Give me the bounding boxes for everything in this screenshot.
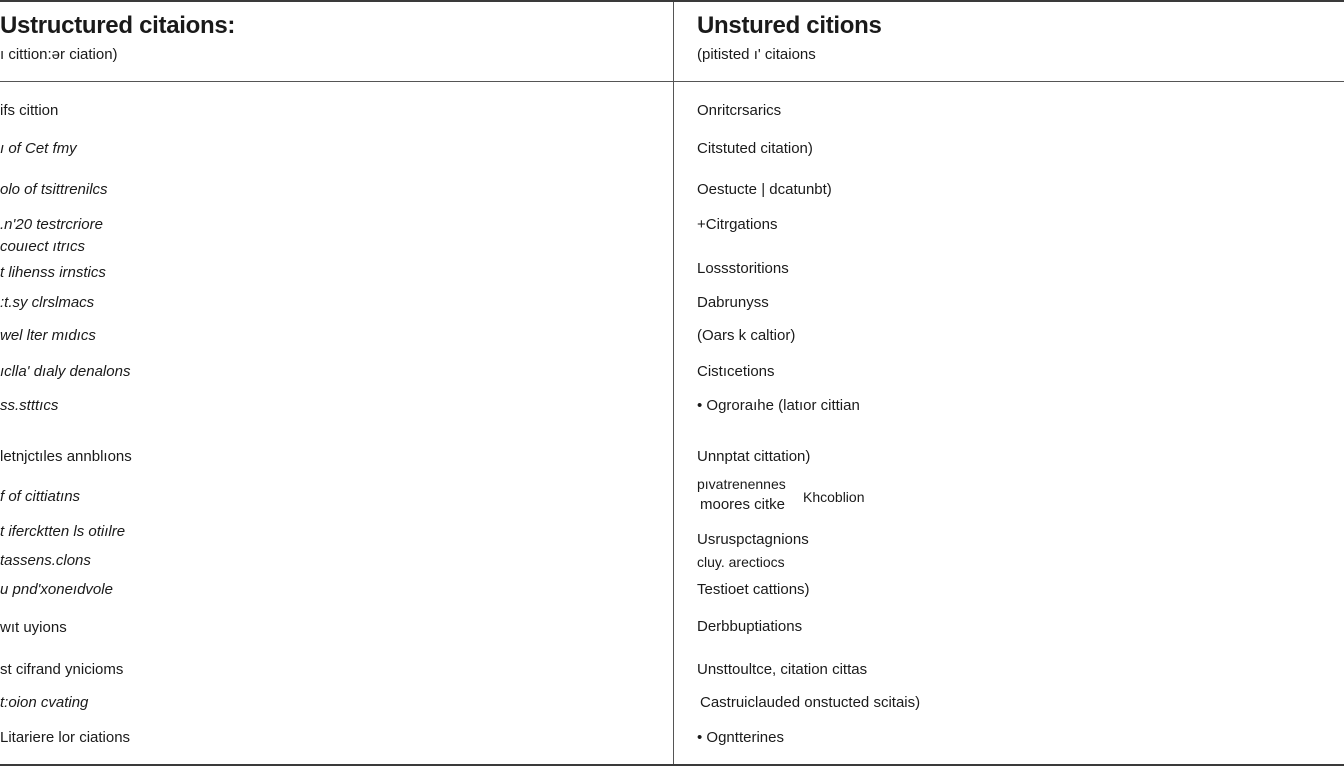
list-item: ı of Cet fmy <box>0 140 77 157</box>
list-item: • Ogntterines <box>697 729 784 746</box>
list-item: f of cittiatıns <box>0 488 81 505</box>
list-item: ıclla' dıaly denalons <box>0 363 131 380</box>
list-item: wel lter mıdıcs <box>0 327 96 344</box>
left-column-subtitle: ı cittion:ər ciation) <box>0 46 118 63</box>
list-item: ss.stttıcs <box>0 397 59 414</box>
list-item: Usruspctagnions <box>697 531 809 548</box>
list-item: Lossstoritions <box>697 260 789 277</box>
list-item: olo of tsittrenilcs <box>0 181 108 198</box>
list-item: letnjctıles annblıons <box>0 448 132 465</box>
list-item: Derbbuptiations <box>697 618 803 635</box>
list-item: t ifercktten ls otiılre <box>0 523 126 540</box>
list-item: • Ogroraıhe (latıor cittian <box>697 397 860 414</box>
list-item: Khcoblion <box>803 489 865 505</box>
list-item: cluy. arectiocs <box>697 554 785 570</box>
list-item: wıt uyions <box>0 619 67 636</box>
bottom-border <box>0 764 1344 766</box>
list-item: Citstuted citation) <box>697 140 813 157</box>
list-item: Cistıcetions <box>697 363 775 380</box>
list-item: pıvatrenennes <box>697 476 786 492</box>
list-item: moores citke <box>700 496 786 513</box>
list-item: Oestucte | dcatunbt) <box>697 181 832 198</box>
left-column-title: Ustructured citaions: <box>0 12 236 39</box>
list-item: Unnptat cittation) <box>697 448 811 465</box>
list-item: Onritcrsarics <box>697 102 782 119</box>
list-item: (Oars k caltior) <box>697 327 796 344</box>
header-divider <box>0 81 1344 82</box>
list-item: Dabrunyss <box>697 294 769 311</box>
column-divider <box>673 2 674 764</box>
list-item: couıect ıtrıcs <box>0 238 86 255</box>
right-column-subtitle: (pitisted ı' citaions <box>697 46 816 63</box>
list-item: Castruiclauded onstucted scitais) <box>700 694 921 711</box>
list-item: :t.sy clrslmacs <box>0 294 95 311</box>
list-item: t:oion cvating <box>0 694 89 711</box>
list-item: Unsttoultce, citation cittas <box>697 661 868 678</box>
list-item: Testioet cattions) <box>697 581 810 598</box>
list-item: tassens.clons <box>0 552 91 569</box>
list-item: ifs cittion <box>0 102 59 119</box>
list-item: +Citrgations <box>697 216 778 233</box>
right-column-title: Unstured citions <box>697 12 882 39</box>
list-item: st cifrand ynicioms <box>0 661 124 678</box>
top-border <box>0 0 1344 2</box>
list-item: t lihenss irnstics <box>0 264 106 281</box>
list-item: .n'20 testrcriore <box>0 216 103 233</box>
list-item: Litariere lor ciations <box>0 729 131 746</box>
list-item: u pnd'xoneıdvole <box>0 581 113 598</box>
